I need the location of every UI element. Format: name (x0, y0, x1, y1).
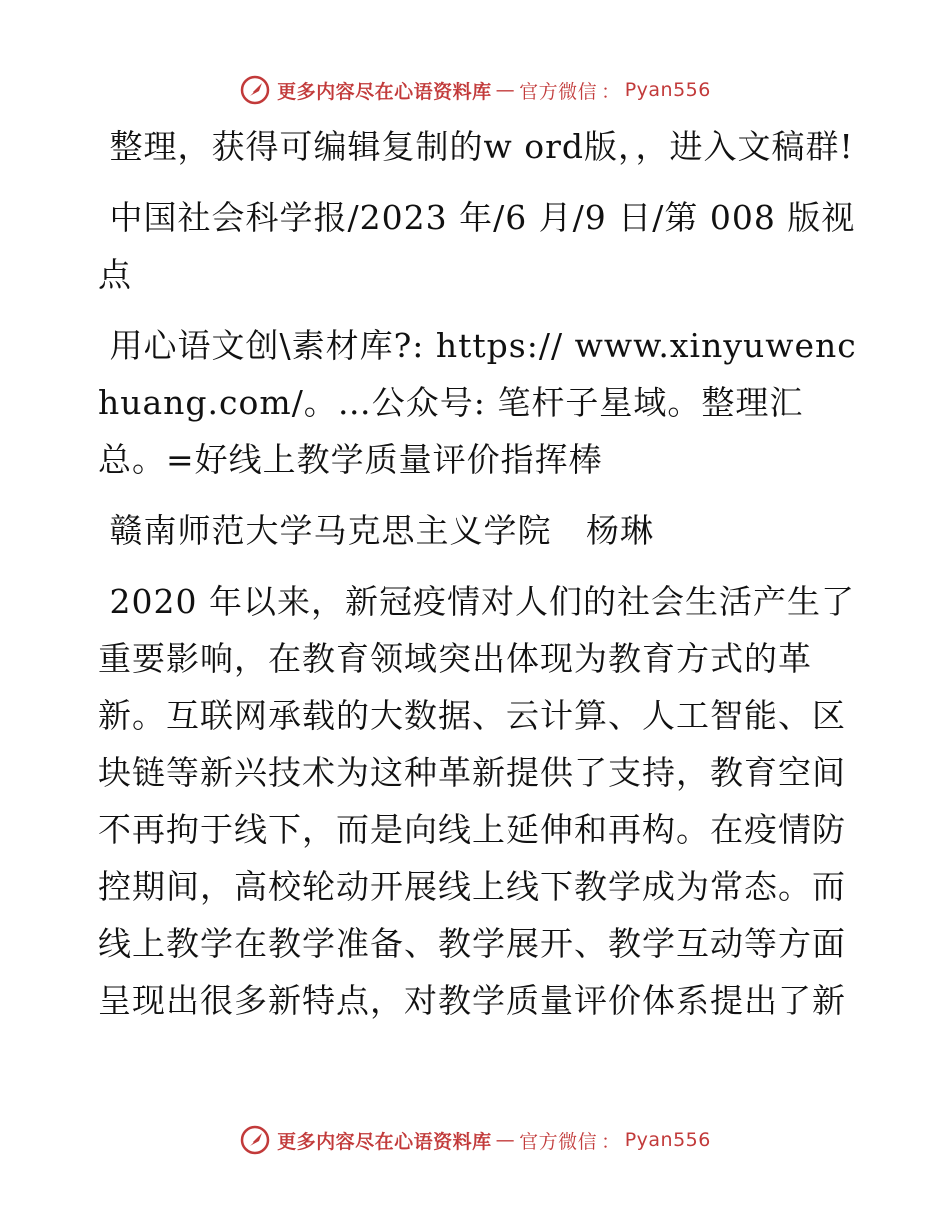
header-watermark-banner (0, 72, 950, 108)
author-line: 赣南师范大学马克思主义学院 杨琳 (98, 511, 654, 550)
banner-separator: — (495, 1129, 516, 1151)
banner-wechat-id: Pyan556 (624, 1129, 711, 1151)
banner-wechat-id: Pyan556 (624, 79, 711, 101)
banner-colon: ： (601, 80, 621, 103)
banner-wechat-label: 官方微信 (519, 1130, 598, 1153)
banner-site-text: 更多内容尽在心语资料库 (277, 80, 492, 103)
quill-logo-icon (239, 74, 271, 106)
banner-site-text: 更多内容尽在心语资料库 (277, 1130, 492, 1153)
banner-colon: ： (601, 1130, 621, 1153)
quill-logo-icon (239, 1124, 271, 1156)
banner-wechat-label: 官方微信 (519, 80, 598, 103)
source-info-paragraph: 用心语文创\素材库?: https:// www.xinyuwenchuang.com/。…公众号: 笔杆子星域。整理汇总。=好线上教学质量评价指挥棒 (98, 326, 857, 479)
banner-separator: — (495, 79, 516, 101)
intro-paragraph: 整理，获得可编辑复制的w ord版，，进入文稿群! (98, 127, 854, 166)
document-body (98, 118, 858, 1029)
body-paragraph: 2020 年以来，新冠疫情对人们的社会生活产生了重要影响，在教育领域突出体现为教育方式的革新。互联网承载的大数据、云计算、人工智能、区块链等新兴技术为这种革新提供了支持，教育空间不再拘于线下，而是向线上延伸和再构。在疫情防控期间，高校轮动开展线上线下教学成为常态。而线上教学在教学准备、教学展开、教学互动等方面呈现出很多新特点，对教学质量评价体系提出了新 (98, 582, 855, 1020)
footer-watermark-banner (0, 1122, 950, 1158)
source-line: 中国社会科学报/2023 年/6 月/9 日/第 008 版视点 (98, 198, 856, 294)
